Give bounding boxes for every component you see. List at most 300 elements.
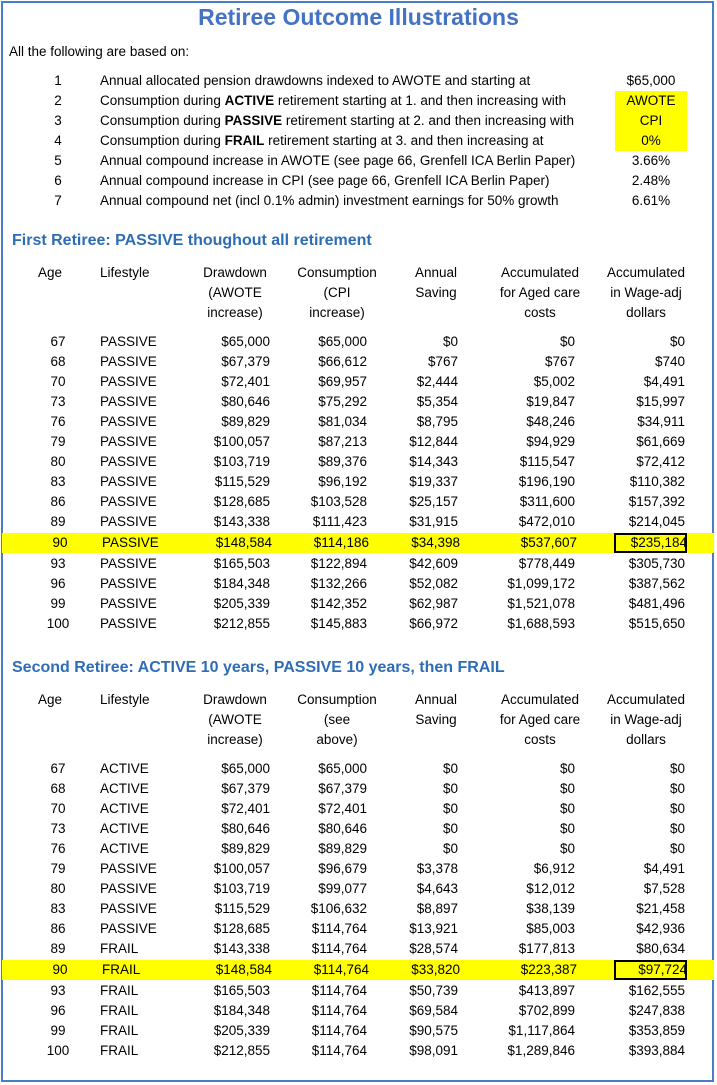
- wage-adj-cell: $42,936: [636, 921, 685, 936]
- drawdown-cell: $143,338: [213, 941, 270, 956]
- saving-cell: $14,343: [409, 454, 458, 469]
- drawdown-cell: $80,646: [221, 394, 270, 409]
- aged-care-cell: $115,547: [519, 454, 575, 469]
- age-cell: 93: [50, 983, 66, 998]
- lifestyle-cell: PASSIVE: [100, 556, 157, 571]
- drawdown-cell: $115,529: [214, 901, 270, 916]
- wage-adj-cell: $162,555: [628, 983, 685, 998]
- consumption-cell: $114,764: [311, 1023, 367, 1038]
- table-row: [0, 332, 717, 352]
- saving-cell: $34,398: [411, 535, 460, 550]
- table-row: [0, 512, 717, 532]
- column-header-age: [36, 690, 64, 710]
- lifestyle-cell: ACTIVE: [100, 801, 149, 816]
- header-line: above): [316, 732, 358, 747]
- assumption-value: 2.48%: [631, 173, 671, 188]
- saving-cell: $42,609: [409, 556, 458, 571]
- lifestyle-cell: PASSIVE: [100, 334, 157, 349]
- assumption-text: [100, 153, 575, 168]
- highlight-box: [614, 960, 687, 980]
- aged-care-cell: $1,117,864: [508, 1023, 575, 1038]
- drawdown-cell: $148,584: [215, 535, 272, 550]
- wage-adj-cell: $235,184: [630, 535, 687, 550]
- drawdown-cell: $184,348: [213, 576, 270, 591]
- assumption-value: AWOTE: [615, 91, 687, 111]
- lifestyle-cell: PASSIVE: [100, 596, 157, 611]
- age-cell: 96: [50, 1003, 66, 1018]
- section-title: Second Retiree: ACTIVE 10 years, PASSIVE 10 years, then FRAIL: [12, 659, 505, 676]
- consumption-cell: $122,894: [310, 556, 367, 571]
- saving-cell: $5,354: [416, 394, 458, 409]
- column-header-consumption: [288, 263, 386, 323]
- drawdown-cell: $184,348: [213, 1003, 270, 1018]
- consumption-cell: $67,379: [318, 781, 367, 796]
- header-line: (AWOTE: [208, 285, 262, 300]
- header-line: increase): [207, 732, 263, 747]
- assumption-text-part: retirement starting at 1. and then increasing with: [274, 93, 566, 108]
- table-row: [0, 819, 717, 839]
- consumption-cell: $114,764: [311, 941, 367, 956]
- age-cell: 79: [50, 861, 66, 876]
- aged-care-cell: $767: [544, 354, 575, 369]
- assumption-keyword: PASSIVE: [224, 113, 283, 128]
- assumption-text: [100, 93, 566, 108]
- lifestyle-cell: PASSIVE: [100, 394, 157, 409]
- lifestyle-cell: FRAIL: [100, 1043, 139, 1058]
- lifestyle-cell: FRAIL: [102, 962, 141, 977]
- assumption-row: [0, 151, 717, 171]
- assumption-value: 6.61%: [631, 193, 671, 208]
- saving-cell: $2,444: [416, 374, 458, 389]
- aged-care-cell: $1,099,172: [507, 576, 575, 591]
- consumption-cell: $81,034: [318, 414, 367, 429]
- age-cell: 79: [50, 434, 66, 449]
- table-row: [0, 594, 717, 614]
- aged-care-cell: $1,521,078: [507, 596, 575, 611]
- intro-text: All the following are based on:: [9, 44, 190, 59]
- aged-care-cell: $1,289,846: [507, 1043, 575, 1058]
- assumption-text: [100, 73, 530, 88]
- aged-care-cell: $48,246: [526, 414, 575, 429]
- assumption-number: 3: [54, 113, 62, 128]
- wage-adj-cell: $353,859: [628, 1023, 685, 1038]
- assumption-row: [0, 191, 717, 211]
- table-row: [0, 939, 717, 959]
- header-line: Annual: [414, 692, 458, 707]
- saving-cell: $13,921: [409, 921, 458, 936]
- wage-adj-cell: $0: [669, 841, 685, 856]
- aged-care-cell: $0: [559, 781, 575, 796]
- age-cell: 93: [50, 556, 66, 571]
- drawdown-cell: $143,338: [213, 514, 270, 529]
- table-row: [0, 392, 717, 412]
- lifestyle-cell: PASSIVE: [100, 454, 157, 469]
- assumption-value: 3.66%: [631, 153, 671, 168]
- age-cell: 80: [50, 881, 66, 896]
- drawdown-cell: $205,339: [213, 1023, 270, 1038]
- header-line: for Aged care: [499, 712, 581, 727]
- drawdown-cell: $212,855: [213, 616, 270, 631]
- consumption-cell: $89,376: [318, 454, 367, 469]
- consumption-cell: $142,352: [310, 596, 367, 611]
- drawdown-cell: $115,529: [214, 474, 270, 489]
- assumption-keyword: FRAIL: [224, 133, 265, 148]
- table-row: [0, 859, 717, 879]
- table-row: [0, 759, 717, 779]
- consumption-cell: $96,192: [318, 474, 367, 489]
- consumption-cell: $72,401: [318, 801, 367, 816]
- age-cell: 70: [50, 801, 66, 816]
- column-header-lifestyle: [100, 690, 180, 710]
- column-header-wage-adj: [596, 263, 696, 323]
- age-cell: 80: [50, 454, 66, 469]
- age-cell: 86: [50, 494, 66, 509]
- assumption-number: 2: [54, 93, 62, 108]
- lifestyle-cell: PASSIVE: [100, 434, 157, 449]
- drawdown-cell: $65,000: [221, 334, 270, 349]
- wage-adj-cell: $740: [654, 354, 685, 369]
- wage-adj-cell: $15,997: [636, 394, 685, 409]
- column-header-aged-care: [490, 690, 590, 750]
- lifestyle-cell: FRAIL: [100, 983, 139, 998]
- aged-care-cell: $19,847: [526, 394, 575, 409]
- saving-cell: $28,574: [409, 941, 458, 956]
- drawdown-cell: $103,719: [213, 881, 270, 896]
- saving-cell: $69,584: [409, 1003, 458, 1018]
- lifestyle-cell: PASSIVE: [100, 921, 157, 936]
- aged-care-cell: $177,813: [518, 941, 575, 956]
- age-cell: 99: [50, 1023, 66, 1038]
- aged-care-cell: $537,607: [520, 535, 577, 550]
- header-line: Saving: [415, 285, 457, 300]
- assumption-number: 1: [54, 73, 62, 88]
- assumption-number: 4: [54, 133, 62, 148]
- aged-care-cell: $1,688,593: [507, 616, 575, 631]
- consumption-cell: $114,764: [311, 921, 367, 936]
- saving-cell: $52,082: [409, 576, 458, 591]
- table-row: [0, 492, 717, 512]
- aged-care-cell: $0: [559, 821, 575, 836]
- assumption-number: 5: [54, 153, 62, 168]
- header-line: Drawdown: [203, 692, 267, 707]
- lifestyle-cell: PASSIVE: [100, 474, 157, 489]
- lifestyle-cell: PASSIVE: [100, 354, 157, 369]
- table-row: [0, 879, 717, 899]
- age-cell: 70: [50, 374, 66, 389]
- table-row: [0, 432, 717, 452]
- saving-cell: $0: [442, 781, 458, 796]
- aged-care-cell: $472,010: [518, 514, 575, 529]
- drawdown-cell: $67,379: [221, 354, 270, 369]
- header-line: in Wage-adj: [610, 712, 682, 727]
- assumption-text-part: Consumption during: [100, 113, 225, 128]
- consumption-cell: $80,646: [318, 821, 367, 836]
- header-line: Accumulated: [500, 265, 580, 280]
- column-header-consumption: [288, 690, 386, 750]
- age-cell: 100: [46, 1043, 70, 1058]
- drawdown-cell: $80,646: [221, 821, 270, 836]
- assumption-text-part: Annual allocated pension drawdowns indexed to AWOTE and starting at: [100, 73, 531, 88]
- wage-adj-cell: $0: [669, 781, 685, 796]
- header-line: increase): [207, 305, 263, 320]
- age-cell: 90: [52, 535, 68, 550]
- drawdown-cell: $212,855: [213, 1043, 270, 1058]
- highlighted-row: [2, 960, 714, 980]
- assumption-text-part: Annual compound net (incl 0.1% admin) investment earnings for 50% growth: [100, 193, 559, 208]
- table-row: [0, 981, 717, 1001]
- consumption-cell: $65,000: [318, 761, 367, 776]
- assumption-number: 7: [54, 193, 62, 208]
- saving-cell: $12,844: [409, 434, 458, 449]
- drawdown-cell: $148,584: [215, 962, 272, 977]
- wage-adj-cell: $61,669: [636, 434, 685, 449]
- consumption-cell: $106,632: [310, 901, 367, 916]
- lifestyle-cell: PASSIVE: [100, 576, 157, 591]
- age-cell: 83: [50, 474, 66, 489]
- aged-care-cell: $38,139: [526, 901, 575, 916]
- wage-adj-cell: $4,491: [643, 861, 685, 876]
- consumption-cell: $89,829: [318, 841, 367, 856]
- table-row: [0, 412, 717, 432]
- assumption-row: [0, 171, 717, 191]
- header-line: dollars: [626, 732, 666, 747]
- drawdown-cell: $128,685: [213, 921, 270, 936]
- saving-cell: $31,915: [409, 514, 458, 529]
- wage-adj-cell: $214,045: [628, 514, 685, 529]
- lifestyle-cell: PASSIVE: [100, 881, 157, 896]
- table-row: [0, 554, 717, 574]
- assumption-text: [100, 113, 574, 128]
- assumption-text-part: Annual compound increase in AWOTE (see page 66, Grenfell ICA Berlin Paper): [100, 153, 576, 168]
- header-line: Lifestyle: [100, 265, 150, 280]
- header-line: Lifestyle: [100, 692, 150, 707]
- saving-cell: $8,795: [416, 414, 458, 429]
- assumption-text: [100, 173, 550, 188]
- header-line: (CPI: [323, 285, 351, 300]
- consumption-cell: $103,528: [310, 494, 367, 509]
- assumption-keyword: ACTIVE: [224, 93, 275, 108]
- column-header-saving: [396, 263, 476, 303]
- header-line: Accumulated: [606, 265, 686, 280]
- header-line: increase): [309, 305, 365, 320]
- aged-care-cell: $311,600: [519, 494, 575, 509]
- lifestyle-cell: ACTIVE: [100, 841, 149, 856]
- age-cell: 67: [50, 334, 66, 349]
- consumption-cell: $114,764: [313, 962, 369, 977]
- lifestyle-cell: FRAIL: [100, 1023, 139, 1038]
- column-header-age: [36, 263, 64, 283]
- assumption-text-part: Consumption during: [100, 93, 225, 108]
- header-line: for Aged care: [499, 285, 581, 300]
- highlight-box: [614, 533, 687, 553]
- drawdown-cell: $89,829: [221, 841, 270, 856]
- drawdown-cell: $67,379: [221, 781, 270, 796]
- drawdown-cell: $89,829: [221, 414, 270, 429]
- header-line: costs: [524, 305, 556, 320]
- saving-cell: $98,091: [409, 1043, 458, 1058]
- saving-cell: $767: [427, 354, 458, 369]
- header-line: Accumulated: [500, 692, 580, 707]
- header-line: Consumption: [297, 692, 377, 707]
- lifestyle-cell: PASSIVE: [100, 616, 157, 631]
- aged-care-cell: $413,897: [518, 983, 575, 998]
- assumption-value: $65,000: [626, 73, 676, 88]
- table-row: [0, 614, 717, 634]
- aged-care-cell: $5,002: [533, 374, 575, 389]
- column-header-saving: [396, 690, 476, 730]
- saving-cell: $0: [442, 801, 458, 816]
- consumption-cell: $96,679: [318, 861, 367, 876]
- table-row: [0, 899, 717, 919]
- lifestyle-cell: PASSIVE: [102, 535, 159, 550]
- assumption-row: [0, 131, 717, 151]
- aged-care-cell: $12,012: [526, 881, 575, 896]
- table-row: [0, 452, 717, 472]
- table-row: [0, 799, 717, 819]
- age-cell: 86: [50, 921, 66, 936]
- wage-adj-cell: $305,730: [628, 556, 685, 571]
- wage-adj-cell: $0: [669, 821, 685, 836]
- wage-adj-cell: $387,562: [628, 576, 685, 591]
- drawdown-cell: $72,401: [221, 374, 270, 389]
- wage-adj-cell: $72,412: [636, 454, 685, 469]
- column-header-wage-adj: [596, 690, 696, 750]
- assumption-number: 6: [54, 173, 62, 188]
- wage-adj-cell: $0: [669, 761, 685, 776]
- aged-care-cell: $196,190: [518, 474, 575, 489]
- consumption-cell: $69,957: [318, 374, 367, 389]
- table-row: [0, 839, 717, 859]
- saving-cell: $8,897: [416, 901, 458, 916]
- lifestyle-cell: PASSIVE: [100, 414, 157, 429]
- highlighted-row: [2, 533, 714, 553]
- drawdown-cell: $128,685: [213, 494, 270, 509]
- table-row: [0, 1021, 717, 1041]
- aged-care-cell: $778,449: [518, 556, 575, 571]
- assumption-text: [100, 193, 559, 208]
- drawdown-cell: $165,503: [213, 983, 270, 998]
- wage-adj-cell: $0: [669, 334, 685, 349]
- drawdown-cell: $65,000: [221, 761, 270, 776]
- saving-cell: $25,157: [409, 494, 458, 509]
- saving-cell: $0: [442, 334, 458, 349]
- saving-cell: $50,739: [409, 983, 458, 998]
- header-line: Consumption: [297, 265, 377, 280]
- assumption-text-part: retirement starting at 3. and then increasing at: [264, 133, 544, 148]
- saving-cell: $62,987: [409, 596, 458, 611]
- age-cell: 99: [50, 596, 66, 611]
- lifestyle-cell: FRAIL: [100, 1003, 139, 1018]
- wage-adj-cell: $247,838: [628, 1003, 685, 1018]
- consumption-cell: $111,423: [312, 514, 367, 529]
- header-line: Age: [37, 692, 63, 707]
- wage-adj-cell: $0: [669, 801, 685, 816]
- drawdown-cell: $100,057: [213, 861, 270, 876]
- drawdown-cell: $103,719: [213, 454, 270, 469]
- saving-cell: $3,378: [416, 861, 458, 876]
- table-row: [0, 574, 717, 594]
- age-cell: 89: [50, 941, 66, 956]
- header-line: Accumulated: [606, 692, 686, 707]
- age-cell: 76: [50, 841, 66, 856]
- consumption-cell: $66,612: [318, 354, 367, 369]
- column-header-drawdown: [190, 690, 280, 750]
- saving-cell: $19,337: [409, 474, 458, 489]
- age-cell: 83: [50, 901, 66, 916]
- aged-care-cell: $702,899: [518, 1003, 575, 1018]
- table-row: [0, 1001, 717, 1021]
- saving-cell: $0: [442, 761, 458, 776]
- drawdown-cell: $205,339: [213, 596, 270, 611]
- age-cell: 73: [50, 821, 66, 836]
- header-line: (see: [323, 712, 351, 727]
- consumption-cell: $145,883: [310, 616, 367, 631]
- table-row: [0, 372, 717, 392]
- lifestyle-cell: ACTIVE: [100, 781, 149, 796]
- drawdown-cell: $100,057: [213, 434, 270, 449]
- assumption-value: 0%: [615, 131, 687, 151]
- header-line: in Wage-adj: [610, 285, 682, 300]
- wage-adj-cell: $4,491: [643, 374, 685, 389]
- lifestyle-cell: PASSIVE: [100, 861, 157, 876]
- saving-cell: $0: [442, 821, 458, 836]
- age-cell: 67: [50, 761, 66, 776]
- header-line: dollars: [626, 305, 666, 320]
- header-line: Age: [37, 265, 63, 280]
- wage-adj-cell: $34,911: [637, 414, 685, 429]
- aged-care-cell: $85,003: [526, 921, 575, 936]
- age-cell: 68: [50, 781, 66, 796]
- header-line: Annual: [414, 265, 458, 280]
- wage-adj-cell: $21,458: [636, 901, 685, 916]
- consumption-cell: $87,213: [318, 434, 367, 449]
- assumption-text-part: retirement starting at 2. and then increasing with: [282, 113, 575, 128]
- drawdown-cell: $72,401: [221, 801, 270, 816]
- age-cell: 89: [50, 514, 66, 529]
- assumption-value: CPI: [615, 111, 687, 131]
- saving-cell: $0: [442, 841, 458, 856]
- wage-adj-cell: $97,724: [638, 962, 687, 977]
- lifestyle-cell: PASSIVE: [100, 901, 157, 916]
- consumption-cell: $75,292: [318, 394, 367, 409]
- table-row: [0, 352, 717, 372]
- age-cell: 68: [50, 354, 66, 369]
- table-row: [0, 472, 717, 492]
- table-row: [0, 1041, 717, 1061]
- consumption-cell: $114,764: [311, 983, 367, 998]
- header-line: Saving: [415, 712, 457, 727]
- assumption-text-part: Annual compound increase in CPI (see page 66, Grenfell ICA Berlin Paper): [100, 173, 550, 188]
- section-title: First Retiree: PASSIVE thoughout all retirement: [12, 232, 372, 249]
- column-header-aged-care: [490, 263, 590, 323]
- age-cell: 96: [50, 576, 66, 591]
- saving-cell: $66,972: [409, 616, 458, 631]
- age-cell: 90: [52, 962, 68, 977]
- lifestyle-cell: PASSIVE: [100, 494, 157, 509]
- assumption-text-part: Consumption during: [100, 133, 225, 148]
- header-line: Drawdown: [203, 265, 267, 280]
- saving-cell: $33,820: [411, 962, 460, 977]
- consumption-cell: $65,000: [318, 334, 367, 349]
- age-cell: 100: [46, 616, 70, 631]
- lifestyle-cell: PASSIVE: [100, 374, 157, 389]
- aged-care-cell: $223,387: [520, 962, 577, 977]
- aged-care-cell: $94,929: [526, 434, 575, 449]
- wage-adj-cell: $515,650: [628, 616, 685, 631]
- wage-adj-cell: $393,884: [628, 1043, 685, 1058]
- wage-adj-cell: $110,382: [629, 474, 685, 489]
- wage-adj-cell: $80,634: [636, 941, 685, 956]
